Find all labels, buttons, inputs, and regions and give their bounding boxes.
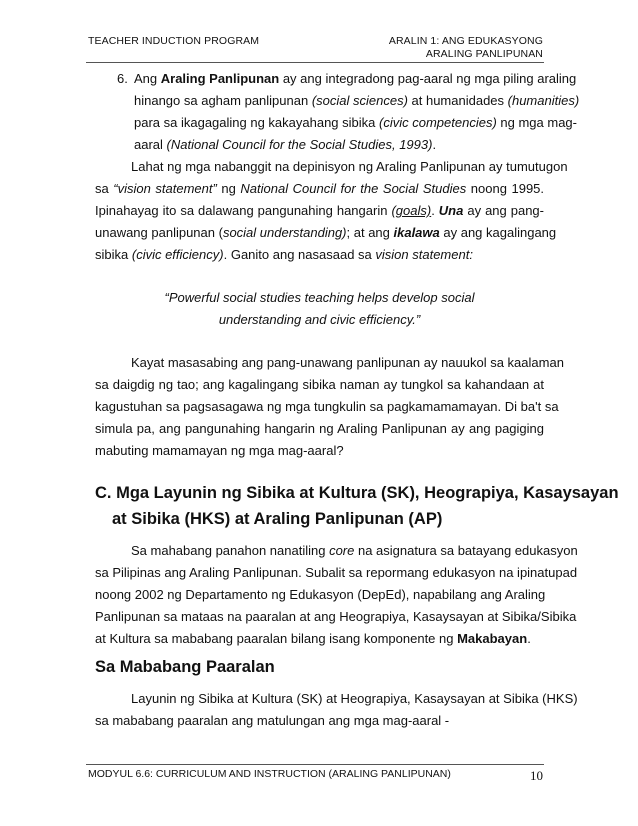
para3-line2: sa Pilipinas ang Araling Panlipunan. Subalit sa repormang edukasyon na ipinatupad xyxy=(95,565,578,580)
para4-line1: Layunin ng Sibika at Kultura (SK) at Heograpiya, Kasaysayan at Sibika (HKS) xyxy=(131,691,578,706)
footer-left: MODYUL 6.6: CURRICULUM AND INSTRUCTION (ARALING PANLIPUNAN) xyxy=(88,768,451,780)
para3-line3: noong 2002 ng Departamento ng Edukasyon (DepEd), napabilang ang Araling xyxy=(95,587,546,602)
item6-line4: aaral (National Council for the Social Studies, 1993). xyxy=(134,137,437,152)
section-c-title-line2: at Sibika (HKS) at Araling Panlipunan (AP) xyxy=(112,510,443,528)
footer-rule xyxy=(86,764,544,765)
para2-line5: mabuting mamamayan ng mga mag-aaral? xyxy=(95,443,344,458)
header-right-line2: ARALING PANLIPUNAN xyxy=(425,48,543,60)
para2-line1: Kayat masasabing ang pang-unawang panlipunan ay nauukol sa kaalaman xyxy=(131,355,564,370)
para1-line2: sa “vision statement” ng National Council for the Social Studies noong 1995. xyxy=(95,181,545,196)
para3-line1: Sa mahabang panahon nanatiling core na asignatura sa batayang edukasyon xyxy=(131,543,578,558)
header-right-line1: ARALIN 1: ANG EDUKASYONG xyxy=(388,35,543,47)
quote-line2: understanding and civic efficiency.” xyxy=(218,312,421,327)
para1-line1: Lahat ng mga nabanggit na depinisyon ng Araling Panlipunan ay tumutugon xyxy=(131,159,568,174)
para2-line4: simula pa, ang pangunahing hangarin ng Araling Panlipunan ay ang pagiging xyxy=(95,421,544,436)
item6-line3: para sa ikagagaling ng kakayahang sibika (civic competencies) ng mga mag- xyxy=(134,115,577,130)
quote-line1: “Powerful social studies teaching helps develop social xyxy=(164,290,475,305)
para1-line5: sibika (civic efficiency). Ganito ang nasasaad sa vision statement: xyxy=(95,247,473,262)
item6-line1: Ang Araling Panlipunan ay ang integradong pag-aaral ng mga piling araling xyxy=(134,71,577,86)
section-c-title-line1: C. Mga Layunin ng Sibika at Kultura (SK), Heograpiya, Kasaysayan xyxy=(95,484,619,502)
para3-line4: Panlipunan sa mataas na paaralan at ang Heograpiya, Kasaysayan at Sibika/Sibika xyxy=(95,609,577,624)
section-mababang-title: Sa Mababang Paaralan xyxy=(95,658,275,676)
para2-line3: kagustuhan sa pagsasagawa ng mga tungkulin sa pagkamamamayan. Di ba't sa xyxy=(95,399,559,414)
para1-line3: Ipinahayag ito sa dalawang pangunahing hangarin (goals). Una ay ang pang- xyxy=(95,203,544,218)
para2-line2: sa daigdig ng tao; ang kagalingang sibika naman ay tungkol sa kahandaan at xyxy=(95,377,544,392)
para3-line5: at Kultura sa mababang paaralan bilang isang komponente ng Makabayan. xyxy=(95,631,531,646)
para1-line4: unawang panlipunan (social understanding); at ang ikalawa ay ang kagalingang xyxy=(95,225,557,240)
header-rule xyxy=(86,62,544,63)
item6-number: 6. xyxy=(117,71,128,86)
para4-line2: sa mababang paaralan ang matulungan ang mga mag-aaral - xyxy=(95,713,450,728)
page-number: 10 xyxy=(530,768,543,783)
header-left: TEACHER INDUCTION PROGRAM xyxy=(88,35,260,47)
item6-line2: hinango sa agham panlipunan (social sciences) at humanidades (humanities) xyxy=(134,93,580,108)
